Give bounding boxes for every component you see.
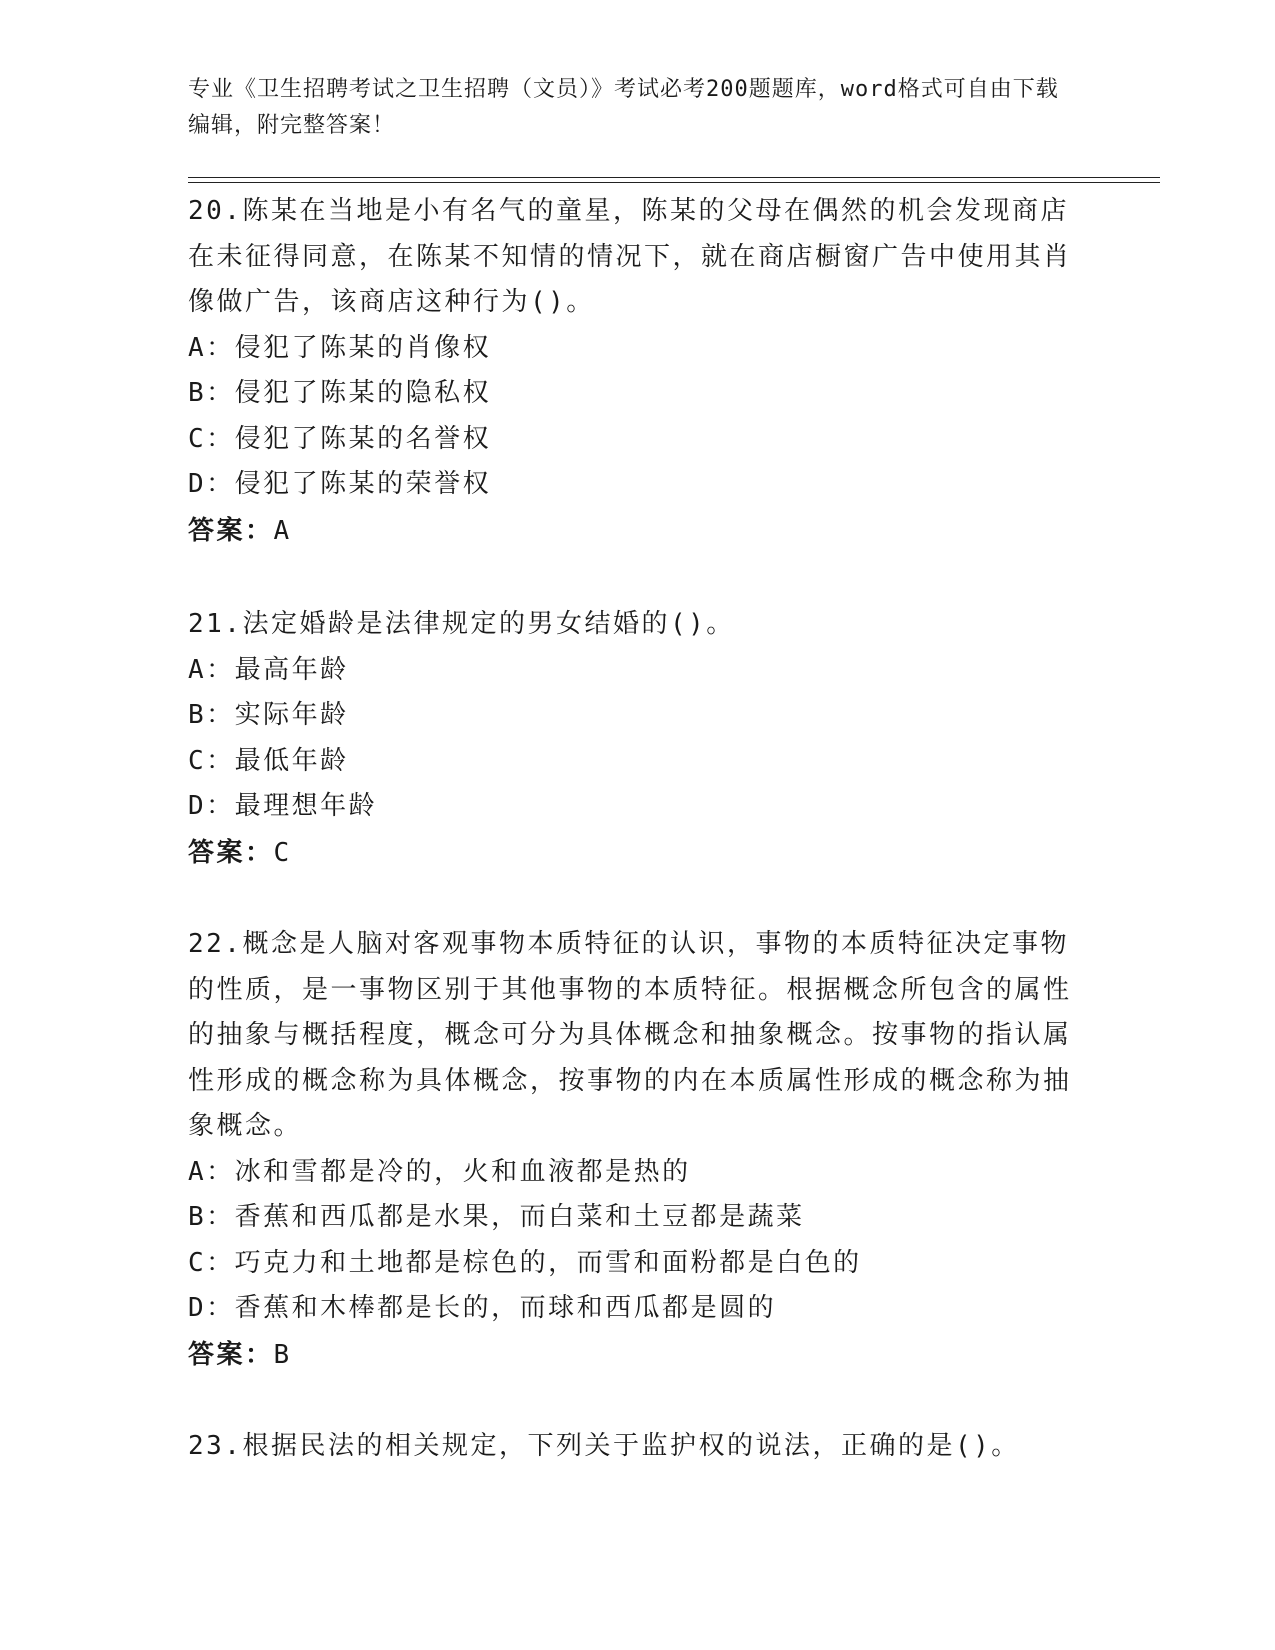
- question-stem: 20.陈某在当地是小有名气的童星，陈某的父母在偶然的机会发现商店在未征得同意，在陈某不知情的情况下，就在商店橱窗广告中使用其肖像做广告，该商店这种行为()。: [188, 196, 1072, 317]
- option-a: A：侵犯了陈某的肖像权: [188, 332, 492, 363]
- option-b: B：实际年龄: [188, 700, 349, 730]
- document-header: [188, 72, 1068, 144]
- option-d: D：侵犯了陈某的荣誉权: [188, 469, 492, 499]
- question-20: [188, 189, 1088, 554]
- answer-value: C: [273, 837, 292, 868]
- answer-label: 答案：: [188, 837, 274, 868]
- option-d: D：最理想年龄: [188, 791, 378, 821]
- answer-line: [188, 830, 1088, 876]
- answer-line: [188, 508, 1088, 554]
- question-stem: 22.概念是人脑对客观事物本质特征的认识，事物的本质特征决定事物的性质，是一事物区别于其他事物的本质特征。根据概念所包含的属性的抽象与概括程度，概念可分为具体概念和抽象概念。按事物的指认属性形成的概念称为具体概念，按事物的内在本质属性形成的概念称为抽象概念。: [188, 929, 1072, 1141]
- header-divider-top: [188, 177, 1160, 178]
- question-21: [188, 602, 1088, 876]
- question-22: [188, 922, 1088, 1378]
- answer-value: A: [273, 515, 292, 546]
- option-c: C：最低年龄: [188, 745, 349, 776]
- answer-value: B: [273, 1339, 292, 1370]
- header-text: 专业《卫生招聘考试之卫生招聘（文员）》考试必考200题题库，word格式可自由下载编辑，附完整答案！: [188, 77, 1059, 138]
- option-c: C：巧克力和土地都是棕色的，而雪和面粉都是白色的: [188, 1247, 862, 1278]
- option-a: A：冰和雪都是冷的，火和血液都是热的: [188, 1156, 691, 1187]
- option-a: A：最高年龄: [188, 654, 349, 685]
- answer-label: 答案：: [188, 1339, 274, 1370]
- option-b: B：侵犯了陈某的隐私权: [188, 378, 492, 408]
- question-23: [188, 1424, 1088, 1470]
- question-stem: 23.根据民法的相关规定，下列关于监护权的说法，正确的是()。: [188, 1431, 1020, 1461]
- header-divider-bottom: [188, 182, 1160, 183]
- option-d: D：香蕉和木棒都是长的，而球和西瓜都是圆的: [188, 1293, 777, 1323]
- answer-line: [188, 1332, 1088, 1378]
- question-stem: 21.法定婚龄是法律规定的男女结婚的()。: [188, 609, 735, 639]
- option-c: C：侵犯了陈某的名誉权: [188, 423, 492, 454]
- option-b: B：香蕉和西瓜都是水果，而白菜和土豆都是蔬菜: [188, 1202, 805, 1232]
- answer-label: 答案：: [188, 515, 274, 546]
